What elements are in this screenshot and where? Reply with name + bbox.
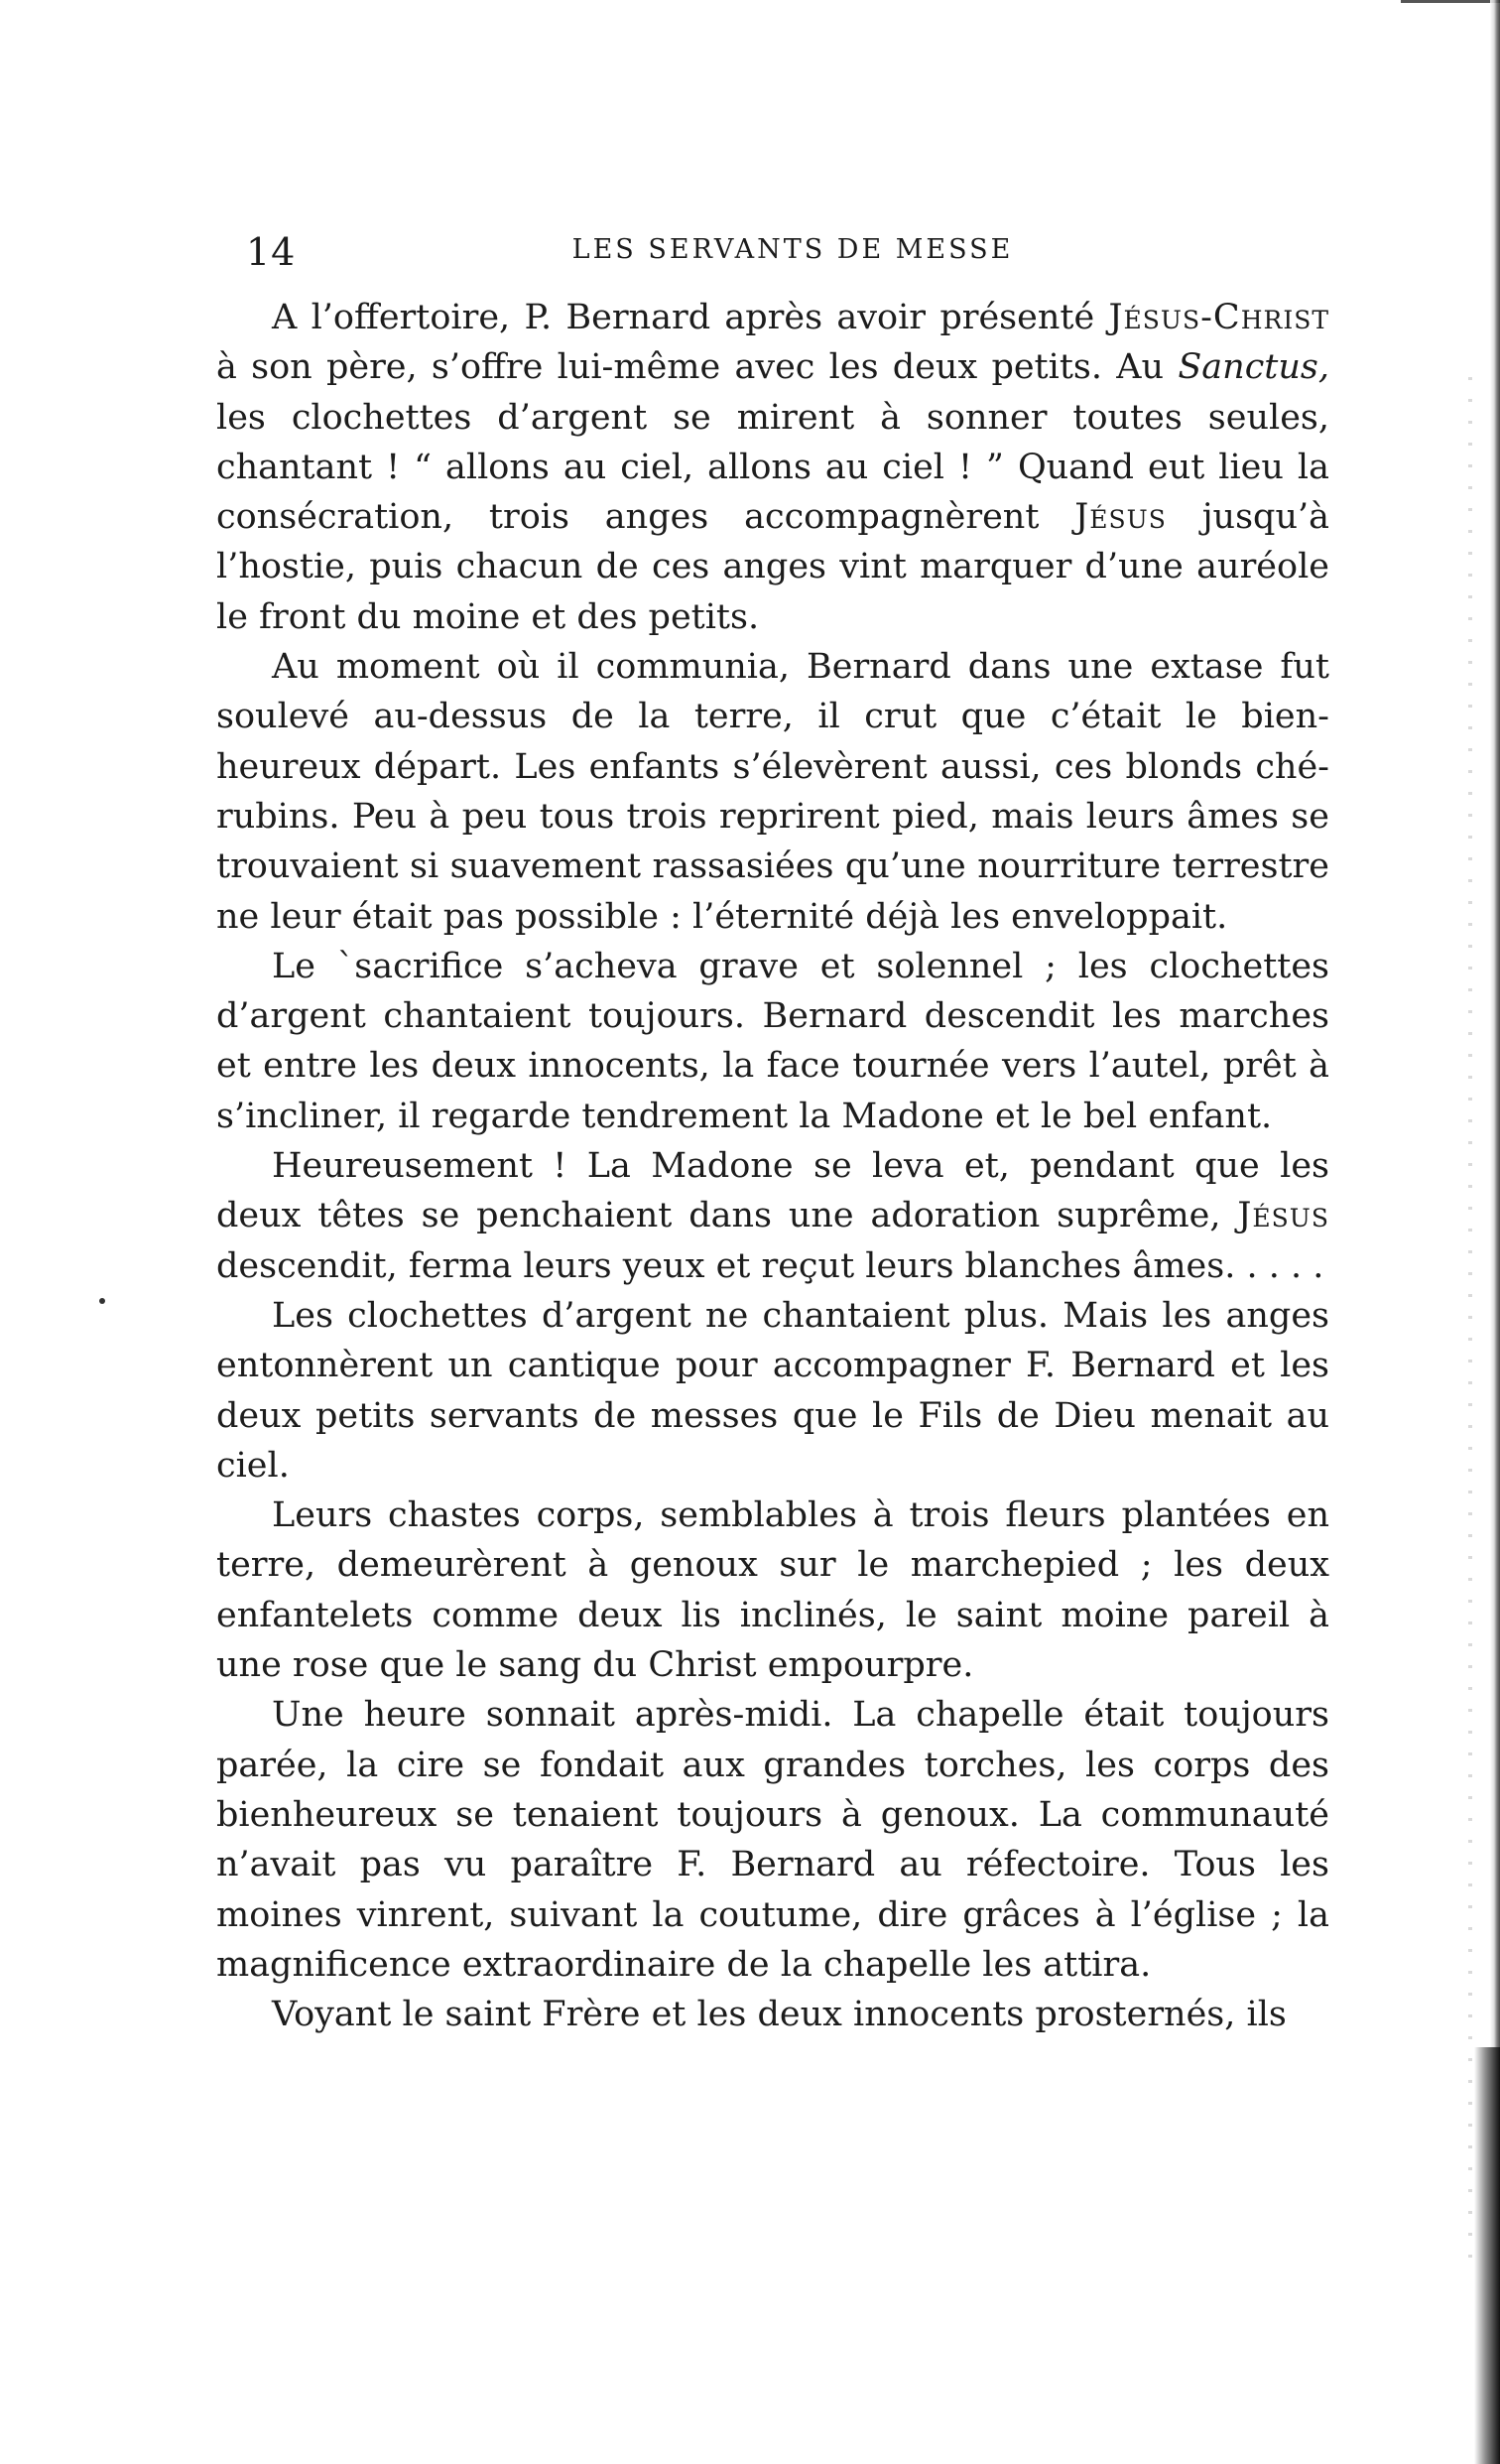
- scan-edge-shadow: [1474, 2047, 1500, 2464]
- paragraph: Les clochettes d’argent ne chantaient plus. Mais les anges entonnèrent un cantique pour accompagner F. Bernard et les deux petits servants de messes que le Fils de Dieu menait au ciel.: [216, 1295, 1329, 1486]
- page-number: 14: [246, 230, 297, 274]
- paragraph: A l’offertoire, P. Bernard après avoir présenté Jésus-Christ à son père, s’offre lui-même avec les deux petits. Au Sanctus, les clochettes d’argent se mirent à sonner toutes seules, chantant ! “ allons au ciel, allons au ciel ! ” Quand eut lieu la consécration, trois anges accompagnèrent Jésus jusqu’à l’hostie, puis chacun de ces anges vint marquer d’une auréole le front du moine et des petits.: [216, 298, 1329, 637]
- small-caps-name: Jésus-Christ: [1108, 298, 1329, 337]
- scan-edge-top: [1401, 0, 1500, 3]
- body-text: [216, 293, 1329, 2039]
- italic-term: Sanctus,: [1178, 347, 1329, 388]
- paragraph: Heureusement ! La Madone se leva et, pendant que les deux têtes se penchaient dans une adoration suprême, Jésus descendit, ferma leurs yeux et reçut leurs blanches âmes. . . . .: [216, 1146, 1329, 1286]
- paragraph: Au moment où il communia, Bernard dans une extase fut soulevé au-dessus de la terre, il crut que c’était le bienheureux départ. Les enfants s’élevèrent aussi, ces blonds chérubins. Peu à peu tous trois reprirent pied, mais leurs âmes se trouvaient si suavement rassasiées qu’une nourriture terrestre ne leur était pas possible : l’éternité déjà les enveloppait.: [216, 647, 1329, 937]
- small-caps-name: Jésus: [1237, 1196, 1329, 1236]
- paragraph: Une heure sonnait après-midi. La chapelle était toujours parée, la cire se fondait aux grandes torches, les corps des bienheureux se tenaient toujours à genoux. La communauté n’avait pas vu paraître F. Bernard au réfectoire. Tous les moines vinrent, suivant la coutume, dire grâces à l’église ; la magnificence extraordinaire de la chapelle les attira.: [216, 1695, 1329, 1985]
- running-title: LES SERVANTS DE MESSE: [571, 234, 1014, 265]
- scan-speckle: [1468, 377, 1472, 2263]
- paragraph: Voyant le saint Frère et les deux innocents prosternés, ils: [272, 1995, 1287, 2035]
- paragraph: Leurs chastes corps, semblables à trois fleurs plantées en terre, demeurèrent à genoux sur le marchepied ; les deux enfantelets comme deux lis inclinés, le saint moine pareil à une rose que le sang du Christ empourpre.: [216, 1495, 1329, 1686]
- small-caps-name: Jésus: [1074, 497, 1167, 538]
- page-header: [246, 226, 1339, 276]
- paragraph: Le `sacrifice s’acheva grave et solennel ; les clochettes d’argent chantaient toujours. Bernard descendit les marches et entre les deux innocents, la face tournée vers l’autel, prêt à s’incliner, il regarde tendrement la Madone et le bel enfant.: [216, 946, 1329, 1136]
- ink-dot: [99, 1298, 105, 1304]
